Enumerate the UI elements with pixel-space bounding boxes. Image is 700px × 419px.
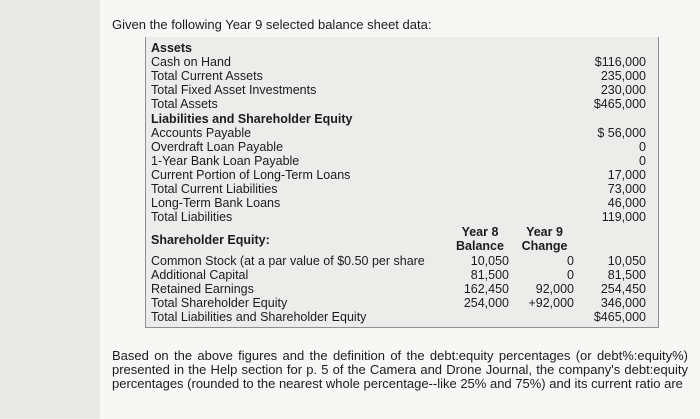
equity-year8-value	[451, 310, 509, 324]
equity-change-value: 0	[567, 254, 574, 268]
equity-row-label: Retained Earnings	[151, 282, 254, 296]
equity-year8-value: 81,500	[470, 268, 509, 282]
equity-year8-value: 10,050	[470, 254, 509, 268]
year8-column-subheader: Balance	[456, 239, 504, 253]
liability-row-value: 0	[639, 140, 646, 154]
liability-row-label: Total Current Liabilities	[151, 182, 278, 196]
asset-row-label: Total Assets	[151, 97, 218, 111]
liability-row-value: 73,000	[607, 182, 646, 196]
equity-year8-value: 254,000	[463, 296, 509, 310]
year9-column-header: Year 9	[526, 225, 563, 239]
question-text: Based on the above figures and the definition of the debt:equity percentages (or debt%:equity%) presented in the Help section for p. 5 of the Camera and Drone Journal, the company's debt:equity percentages (rounded to the nearest whole percentage--like 25% and 75%) and its current ratio are	[112, 348, 688, 391]
equity-row-label: Total Liabilities and Shareholder Equity	[151, 310, 367, 324]
equity-year9-value: 10,050	[607, 254, 646, 268]
liability-row-value: 119,000	[601, 210, 646, 224]
equity-year9-value: 254,450	[600, 282, 646, 296]
equity-year9-value: $465,000	[593, 310, 646, 324]
asset-row-label: Total Fixed Asset Investments	[151, 83, 317, 97]
equity-year9-value: 346,000	[600, 296, 646, 310]
liability-row-label: Accounts Payable	[151, 126, 252, 140]
asset-row-label: Total Current Assets	[151, 69, 263, 83]
liability-row-value: $ 56,000	[597, 126, 646, 140]
equity-row-label: Additional Capital	[151, 268, 249, 282]
intro-text: Given the following Year 9 selected balance sheet data:	[112, 17, 432, 32]
equity-year8-value: 162,450	[463, 282, 509, 296]
equity-year9-value: 81,500	[607, 268, 646, 282]
equity-row-label: Total Shareholder Equity	[151, 296, 288, 310]
equity-heading: Shareholder Equity:	[151, 233, 270, 247]
asset-row-value: $116,000	[594, 55, 646, 69]
liability-row-value: 17,000	[607, 168, 646, 182]
liability-row-label: Current Portion of Long-Term Loans	[151, 168, 351, 182]
asset-row-value: 230,000	[600, 83, 646, 97]
equity-row-label: Common Stock (at a par value of $0.50 per share	[151, 254, 425, 268]
equity-change-value: +92,000	[528, 296, 574, 310]
liability-row-label: 1-Year Bank Loan Payable	[151, 154, 300, 168]
liability-row-value: 46,000	[607, 196, 646, 210]
liability-row-label: Overdraft Loan Payable	[151, 140, 284, 154]
assets-heading: Assets	[151, 41, 192, 55]
equity-change-value	[515, 310, 574, 324]
liability-row-label: Total Liabilities	[151, 210, 233, 224]
asset-row-label: Cash on Hand	[151, 55, 231, 69]
equity-change-value: 92,000	[535, 282, 574, 296]
asset-row-value: 235,000	[600, 69, 646, 83]
equity-change-value: 0	[567, 268, 574, 282]
liability-row-label: Long-Term Bank Loans	[151, 196, 281, 210]
liabilities-heading: Liabilities and Shareholder Equity	[151, 112, 353, 126]
liability-row-value: 0	[639, 154, 646, 168]
year8-column-header: Year 8	[461, 225, 499, 239]
year9-column-subheader: Change	[521, 239, 568, 253]
asset-row-value: $465,000	[593, 97, 646, 111]
